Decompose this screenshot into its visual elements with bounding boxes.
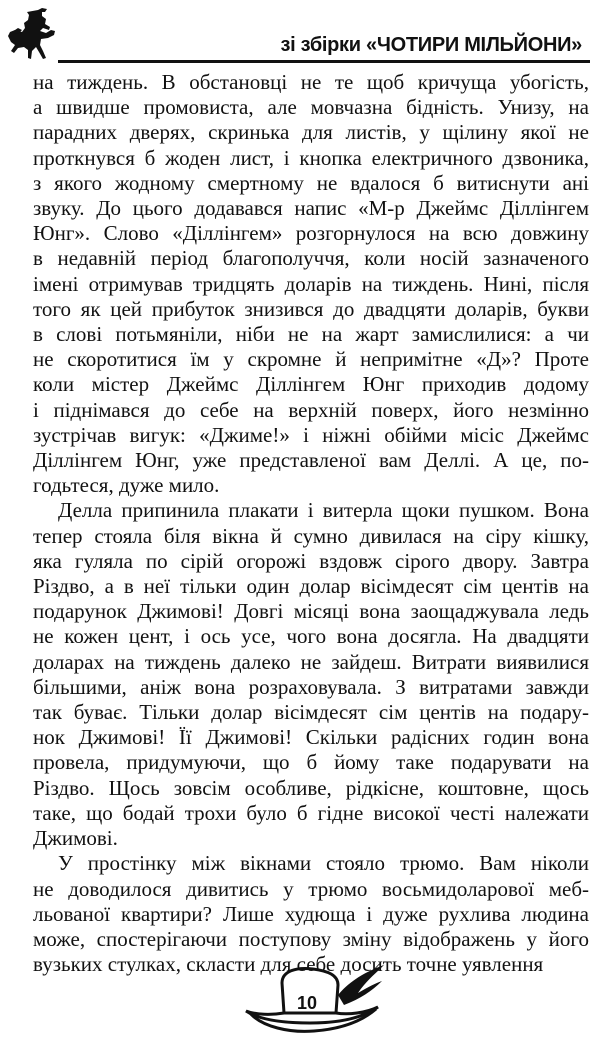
text-line: доларах на тиждень далеко не зайдеш. Витрати виявилися (33, 649, 589, 674)
text-line: може, спостерігаючи поступову зміну відображень у його (33, 926, 589, 951)
text-line: Діллінгем Юнг, уже представленої вам Деллі. А це, по- (33, 448, 589, 473)
text-line: не кожен цент, і ось усе, чого вона досягла. На двадцяти (33, 624, 589, 649)
text-line: того як цей прибуток знизився до двадцяти доларів, букви (33, 296, 589, 321)
text-line: не доводилося дивитись у трюмо восьмидоларової меб- (33, 876, 589, 901)
text-line: годьтеся, дуже мило. (33, 473, 220, 498)
text-line: Юнг». Слово «Діллінгем» розгорнулося на всю довжину (33, 221, 589, 246)
text-line: нок Джимові! Її Джимові! Скільки радісних годин вона (33, 725, 589, 750)
text-line: льованої квартири? Лише худюща і дуже рухлива людина (33, 901, 589, 926)
text-line: проткнувся б жоден лист, і кнопка електричного дзвоника, (33, 145, 589, 170)
text-line: провела, придумуючи, що б йому таке подарувати на (33, 750, 589, 775)
text-line: імені отримував тридцять доларів на тиждень. Нині, після (33, 271, 589, 296)
body-text (33, 70, 589, 977)
text-line: і піднімався до себе на верхній поверх, його незмінно (33, 397, 589, 422)
text-line: зустрічав вигук: «Джиме!» і ніжні обійми місіс Джеймс (33, 422, 589, 447)
page-number: 10 (296, 993, 318, 1013)
text-line: так буває. Тільки долар вісімдесят сім центів на подару- (33, 700, 589, 725)
text-line: вузьких стулках, скласти для себе досить точне уявлення (33, 952, 544, 977)
text-line: більшими, аніж вона розраховувала. З витратами завжди (33, 674, 589, 699)
text-line: тепер стояла біля вікна й сумно дивилася на сіру кішку, (33, 523, 589, 548)
text-line: Різдво. Щось зовсім особливе, рідкісне, коштовне, щось (33, 775, 589, 800)
text-line: звуку. До цього додавався напис «М-р Джеймс Діллінгем (33, 196, 589, 221)
text-line: в недавній період благополуччя, коли носій зазначеного (33, 246, 589, 271)
text-line: з якого жодному смертному не вдалося б витиснути ані (33, 170, 589, 195)
book-collection-title: зі збірки «ЧОТИРИ МІЛЬЙОНИ» (280, 34, 582, 56)
text-line: Джимові. (33, 826, 118, 851)
text-line: таке, що бодай трохи було б гідне високої честі належати (33, 800, 589, 825)
text-line: а швидше промовиста, але мовчазна бідність. Унизу, на (33, 95, 589, 120)
text-line: Різдво, а в неї тільки один долар вісімдесят сім центів на (33, 574, 589, 599)
text-line: яка гуляла по сірій огорожі вздовж сірого двору. Завтра (33, 548, 589, 573)
running-header (0, 0, 600, 66)
text-line: Делла припинила плакати і витерла щоки пушком. Вона (58, 498, 589, 523)
text-line: У простінку між вікнами стояло трюмо. Вам ніколи (58, 851, 589, 876)
text-line: на тиждень. В обстановці не те щоб кричуща убогість, (33, 70, 589, 94)
horse-rider-icon (8, 6, 64, 64)
text-line: парадних дверях, скринька для листів, у щілину якої не (33, 120, 589, 145)
text-line: в слові потьмяніли, ніби не на жарт замислилися: а чи (33, 322, 589, 347)
page-footer (0, 955, 600, 1045)
header-rule (58, 60, 590, 63)
text-line: подарунок Джимові! Довгі місяці вона заощаджувала ледь (33, 599, 589, 624)
text-line: коли містер Джеймс Діллінгем Юнг приходив додому (33, 372, 589, 397)
text-line: не скоротитися їм у скромне й непримітне «Д»? Проте (33, 347, 589, 372)
